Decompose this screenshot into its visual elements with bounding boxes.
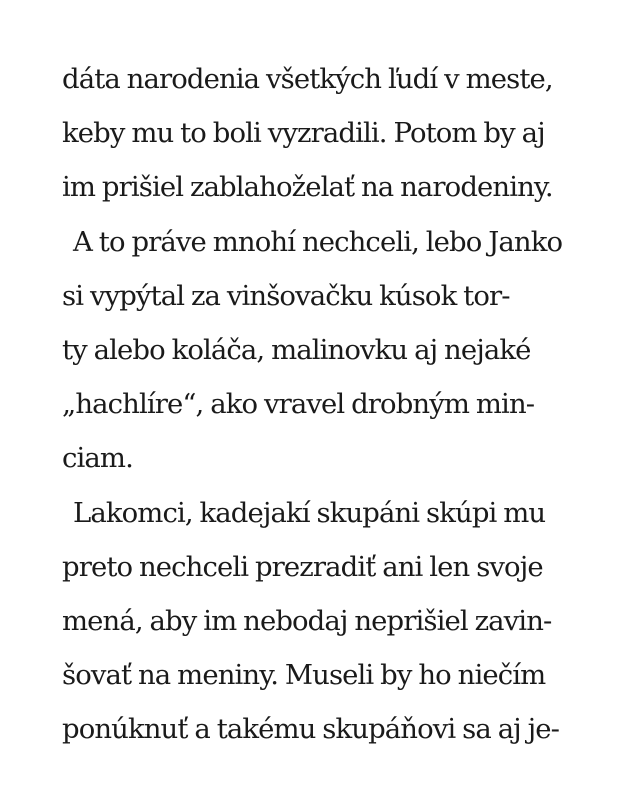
- text-line: šovať na meniny. Museli by ho niečím: [62, 659, 546, 692]
- text-line: preto nechceli prezradiť ani len svoje: [62, 550, 543, 583]
- text-line: keby mu to boli vyzradili. Potom by aj: [62, 117, 545, 150]
- text-line: dáta narodenia všetkých ľudí v meste,: [62, 63, 553, 95]
- text-line: si vypýtal za vinšovačku kúsok tor-: [62, 279, 510, 312]
- text-line: ciam.: [62, 442, 133, 475]
- body-text: [62, 52, 622, 756]
- text-line: „hachlíre“, ako vravel drobným min-: [62, 388, 535, 421]
- text-line: im prišiel zablahoželať na narodeniny.: [62, 171, 553, 204]
- paragraph-start-line: Lakomci, kadejakí skupáni skúpi mu: [73, 496, 546, 529]
- text-line: ponúknuť a takému skupáňovi sa aj je-: [62, 713, 560, 746]
- text-line: mená, aby im nebodaj neprišiel zavin-: [62, 604, 552, 637]
- paragraph-start-line: A to práve mnohí nechceli, lebo Janko: [73, 225, 563, 258]
- text-line: ty alebo koláča, malinovku aj nejaké: [62, 333, 531, 366]
